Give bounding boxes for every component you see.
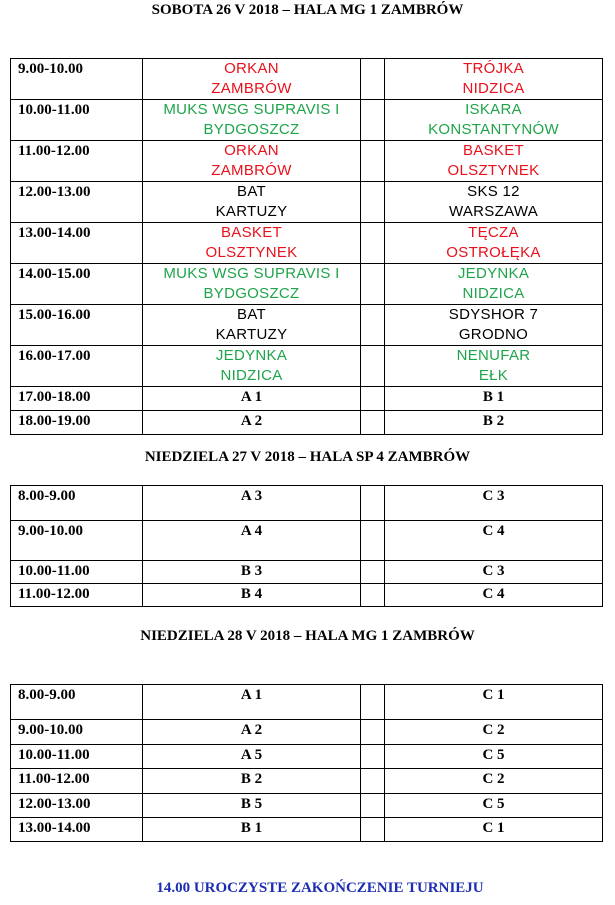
day1-schedule-table (10, 58, 603, 435)
team-home (143, 685, 361, 720)
schedule-row (11, 141, 603, 182)
separator-cell (361, 685, 385, 720)
separator-cell (361, 141, 385, 182)
team-away (385, 794, 603, 818)
time-slot: 8.00-9.00 (11, 685, 143, 720)
team-name-line: MUKS WSG SUPRAVIS I (163, 101, 340, 118)
schedule-row (11, 745, 603, 769)
schedule-row (11, 182, 603, 223)
separator-cell (361, 387, 385, 411)
team-name-line: GRODNO (458, 326, 529, 343)
team-away (385, 486, 603, 521)
team-away (385, 584, 603, 607)
team-away (385, 685, 603, 720)
team-name-line: A 1 (240, 687, 263, 703)
team-name-line: MUKS WSG SUPRAVIS I (163, 265, 340, 282)
time-slot: 10.00-11.00 (11, 100, 143, 141)
schedule-row (11, 818, 603, 842)
team-away (385, 818, 603, 842)
separator-cell (361, 182, 385, 223)
team-home (143, 561, 361, 584)
separator-cell (361, 223, 385, 264)
separator-cell (361, 411, 385, 435)
schedule-row (11, 346, 603, 387)
schedule-row (11, 305, 603, 346)
team-away (385, 720, 603, 745)
separator-cell (361, 100, 385, 141)
time-slot: 18.00-19.00 (11, 411, 143, 435)
team-home (143, 818, 361, 842)
closing-ceremony-note: 14.00 UROCZYSTE ZAKOŃCZENIE TURNIEJU (156, 880, 484, 896)
team-name-line: C 2 (482, 771, 505, 787)
team-name-line: A 3 (240, 488, 263, 504)
time-slot: 9.00-10.00 (11, 59, 143, 100)
team-home (143, 521, 361, 561)
team-home (143, 486, 361, 521)
day2-heading: NIEDZIELA 27 V 2018 – HALA SP 4 ZAMBRÓW (144, 449, 471, 465)
time-slot: 11.00-12.00 (11, 584, 143, 607)
team-name-line: ZAMBRÓW (211, 80, 292, 97)
team-name-line: C 1 (482, 820, 505, 836)
team-name-line: ORKAN (224, 142, 279, 159)
team-name-line: B 3 (240, 563, 263, 579)
team-away (385, 223, 603, 264)
day3-heading: NIEDZIELA 28 V 2018 – HALA MG 1 ZAMBRÓW (140, 628, 475, 644)
team-name-line: BASKET (221, 224, 282, 241)
team-name-line: SKS 12 (467, 183, 520, 200)
time-slot: 10.00-11.00 (11, 745, 143, 769)
time-slot: 11.00-12.00 (11, 141, 143, 182)
team-home (143, 769, 361, 794)
team-name-line: BYDGOSZCZ (203, 121, 300, 138)
schedule-row (11, 794, 603, 818)
team-away (385, 411, 603, 435)
team-name-line: C 4 (482, 523, 505, 539)
day1-heading: SOBOTA 26 V 2018 – HALA MG 1 ZAMBRÓW (151, 2, 464, 18)
team-name-line: C 3 (482, 488, 505, 504)
schedule-row (11, 387, 603, 411)
time-slot: 11.00-12.00 (11, 769, 143, 794)
time-slot: 12.00-13.00 (11, 182, 143, 223)
team-name-line: NENUFAR (456, 347, 531, 364)
schedule-row (11, 411, 603, 435)
time-slot: 13.00-14.00 (11, 818, 143, 842)
schedule-row (11, 584, 603, 607)
time-slot: 9.00-10.00 (11, 720, 143, 745)
schedule-row (11, 223, 603, 264)
team-home (143, 346, 361, 387)
team-home (143, 584, 361, 607)
separator-cell (361, 346, 385, 387)
team-home (143, 59, 361, 100)
team-name-line: A 2 (240, 413, 263, 429)
team-away (385, 100, 603, 141)
team-name-line: BYDGOSZCZ (203, 285, 300, 302)
time-slot: 16.00-17.00 (11, 346, 143, 387)
team-name-line: JEDYNKA (457, 265, 530, 282)
team-away (385, 346, 603, 387)
team-name-line: C 5 (482, 747, 505, 763)
time-slot: 10.00-11.00 (11, 561, 143, 584)
team-name-line: B 4 (240, 586, 263, 602)
team-away (385, 305, 603, 346)
team-away (385, 59, 603, 100)
schedule-row (11, 264, 603, 305)
schedule-row (11, 685, 603, 720)
separator-cell (361, 818, 385, 842)
schedule-row (11, 769, 603, 794)
schedule-row (11, 486, 603, 521)
team-name-line: NIDZICA (220, 367, 283, 384)
schedule-row (11, 59, 603, 100)
separator-cell (361, 486, 385, 521)
team-away (385, 387, 603, 411)
team-away (385, 561, 603, 584)
team-name-line: JEDYNKA (215, 347, 288, 364)
team-name-line: C 2 (482, 722, 505, 738)
team-name-line: B 5 (240, 796, 263, 812)
team-name-line: TĘCZA (468, 224, 519, 241)
team-name-line: KARTUZY (215, 326, 288, 343)
team-name-line: NIDZICA (462, 80, 525, 97)
separator-cell (361, 59, 385, 100)
schedule-row (11, 720, 603, 745)
team-home (143, 720, 361, 745)
team-name-line: SDYSHOR 7 (448, 306, 539, 323)
time-slot: 9.00-10.00 (11, 521, 143, 561)
separator-cell (361, 720, 385, 745)
team-home (143, 100, 361, 141)
team-name-line: OSTROŁĘKA (446, 244, 541, 261)
team-home (143, 745, 361, 769)
team-name-line: OLSZTYNEK (447, 162, 540, 179)
team-away (385, 182, 603, 223)
separator-cell (361, 794, 385, 818)
team-name-line: ISKARA (465, 101, 522, 118)
team-home (143, 387, 361, 411)
team-name-line: BAT (237, 183, 266, 200)
team-name-line: C 5 (482, 796, 505, 812)
team-name-line: B 1 (240, 820, 263, 836)
separator-cell (361, 305, 385, 346)
team-name-line: A 1 (240, 389, 263, 405)
team-home (143, 794, 361, 818)
team-name-line: A 5 (240, 747, 263, 763)
team-name-line: ORKAN (224, 60, 279, 77)
team-home (143, 223, 361, 264)
team-away (385, 264, 603, 305)
separator-cell (361, 264, 385, 305)
team-away (385, 521, 603, 561)
team-away (385, 141, 603, 182)
schedule-row (11, 100, 603, 141)
team-name-line: KONSTANTYNÓW (428, 121, 559, 138)
schedule-row (11, 521, 603, 561)
separator-cell (361, 521, 385, 561)
team-home (143, 264, 361, 305)
time-slot: 14.00-15.00 (11, 264, 143, 305)
team-name-line: KARTUZY (215, 203, 288, 220)
team-name-line: B 2 (240, 771, 263, 787)
team-name-line: B 1 (482, 389, 505, 405)
team-name-line: EŁK (478, 367, 509, 384)
team-name-line: BASKET (463, 142, 524, 159)
team-name-line: TRÓJKA (463, 60, 524, 77)
day3-schedule-table (10, 684, 603, 842)
day2-schedule-table (10, 485, 603, 607)
time-slot: 15.00-16.00 (11, 305, 143, 346)
team-name-line: C 3 (482, 563, 505, 579)
team-name-line: WARSZAWA (448, 203, 539, 220)
team-name-line: ZAMBRÓW (211, 162, 292, 179)
separator-cell (361, 769, 385, 794)
team-home (143, 411, 361, 435)
team-away (385, 745, 603, 769)
team-home (143, 305, 361, 346)
team-name-line: B 2 (482, 413, 505, 429)
team-away (385, 769, 603, 794)
time-slot: 17.00-18.00 (11, 387, 143, 411)
schedule-row (11, 561, 603, 584)
team-name-line: BAT (237, 306, 266, 323)
time-slot: 8.00-9.00 (11, 486, 143, 521)
time-slot: 12.00-13.00 (11, 794, 143, 818)
team-name-line: NIDZICA (462, 285, 525, 302)
team-name-line: A 2 (240, 722, 263, 738)
team-name-line: OLSZTYNEK (205, 244, 298, 261)
team-home (143, 141, 361, 182)
team-name-line: C 4 (482, 586, 505, 602)
separator-cell (361, 745, 385, 769)
separator-cell (361, 584, 385, 607)
team-name-line: A 4 (240, 523, 263, 539)
time-slot: 13.00-14.00 (11, 223, 143, 264)
separator-cell (361, 561, 385, 584)
team-home (143, 182, 361, 223)
team-name-line: C 1 (482, 687, 505, 703)
